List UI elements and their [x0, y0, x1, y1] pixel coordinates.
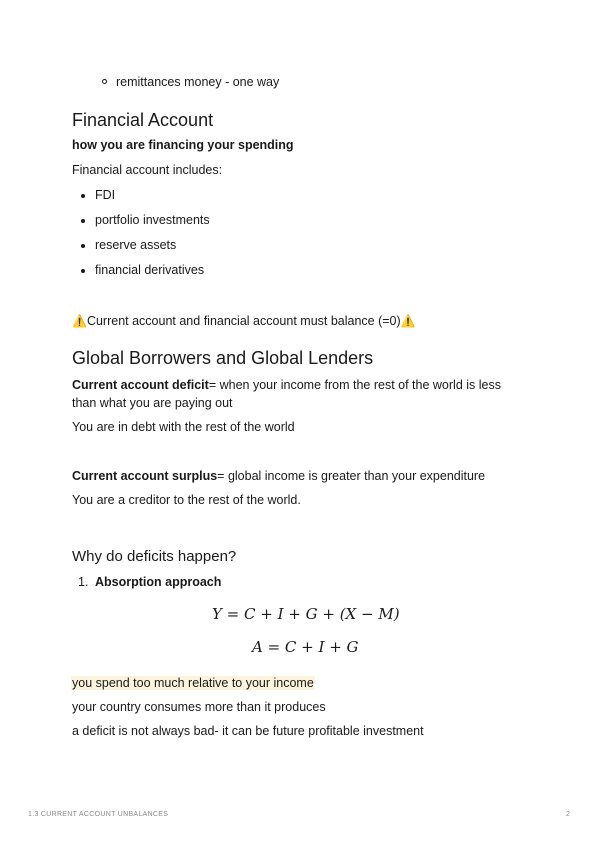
balance-note — [72, 312, 416, 330]
financial-account-subheading: how you are financing your spending — [72, 138, 294, 152]
surplus-def: = global income is greater than your expenditure — [217, 469, 486, 483]
bullet — [81, 219, 85, 223]
surplus-term: Current account surplus — [72, 469, 218, 483]
deficit-definition — [72, 376, 501, 394]
bullet — [81, 244, 85, 248]
deficit-line-2: your country consumes more than it produces — [72, 700, 326, 714]
list-item: financial derivatives — [95, 263, 205, 277]
highlighted-line — [71, 674, 315, 692]
surplus-note: You are a creditor to the rest of the world. — [72, 493, 301, 507]
page-number: 2 — [566, 811, 571, 818]
deficit-note: You are in debt with the rest of the world — [72, 420, 295, 434]
list-item: FDI — [95, 188, 116, 202]
list-item: reserve assets — [95, 238, 177, 252]
remittances-item: remittances money - one way — [116, 75, 280, 89]
surplus-definition — [72, 467, 485, 485]
financial-account-heading: Financial Account — [72, 110, 214, 130]
balance-note-text: Current account and financial account must balance (=0) — [86, 314, 401, 328]
deficit-def-line1: = when your income from the rest of the world is less — [208, 378, 501, 392]
sub-bullet-circle — [102, 79, 107, 84]
deficit-def-line2: than what you are paying out — [72, 396, 233, 410]
deficits-heading: Why do deficits happen? — [72, 548, 237, 565]
equation-1: Y = C + I + G + (X − M) — [212, 605, 400, 623]
list-item: portfolio investments — [95, 213, 210, 227]
warning-icon: ⚠️ — [400, 314, 416, 328]
footer-title: 1.3 CURRENT ACCOUNT UNBALANCES — [28, 811, 169, 818]
equation-2: A = C + I + G — [252, 638, 359, 656]
warning-icon: ⚠️ — [72, 314, 87, 328]
absorption-approach: Absorption approach — [95, 575, 222, 589]
deficit-line-3: a deficit is not always bad- it can be future profitable investment — [72, 724, 424, 738]
highlight-text: you spend too much relative to your income — [72, 676, 314, 690]
bullet — [81, 269, 85, 273]
global-heading: Global Borrowers and Global Lenders — [72, 348, 374, 368]
deficit-term: Current account deficit — [72, 378, 209, 392]
list-number: 1. — [78, 575, 89, 589]
bullet — [81, 194, 85, 198]
financial-account-intro: Financial account includes: — [72, 163, 223, 177]
